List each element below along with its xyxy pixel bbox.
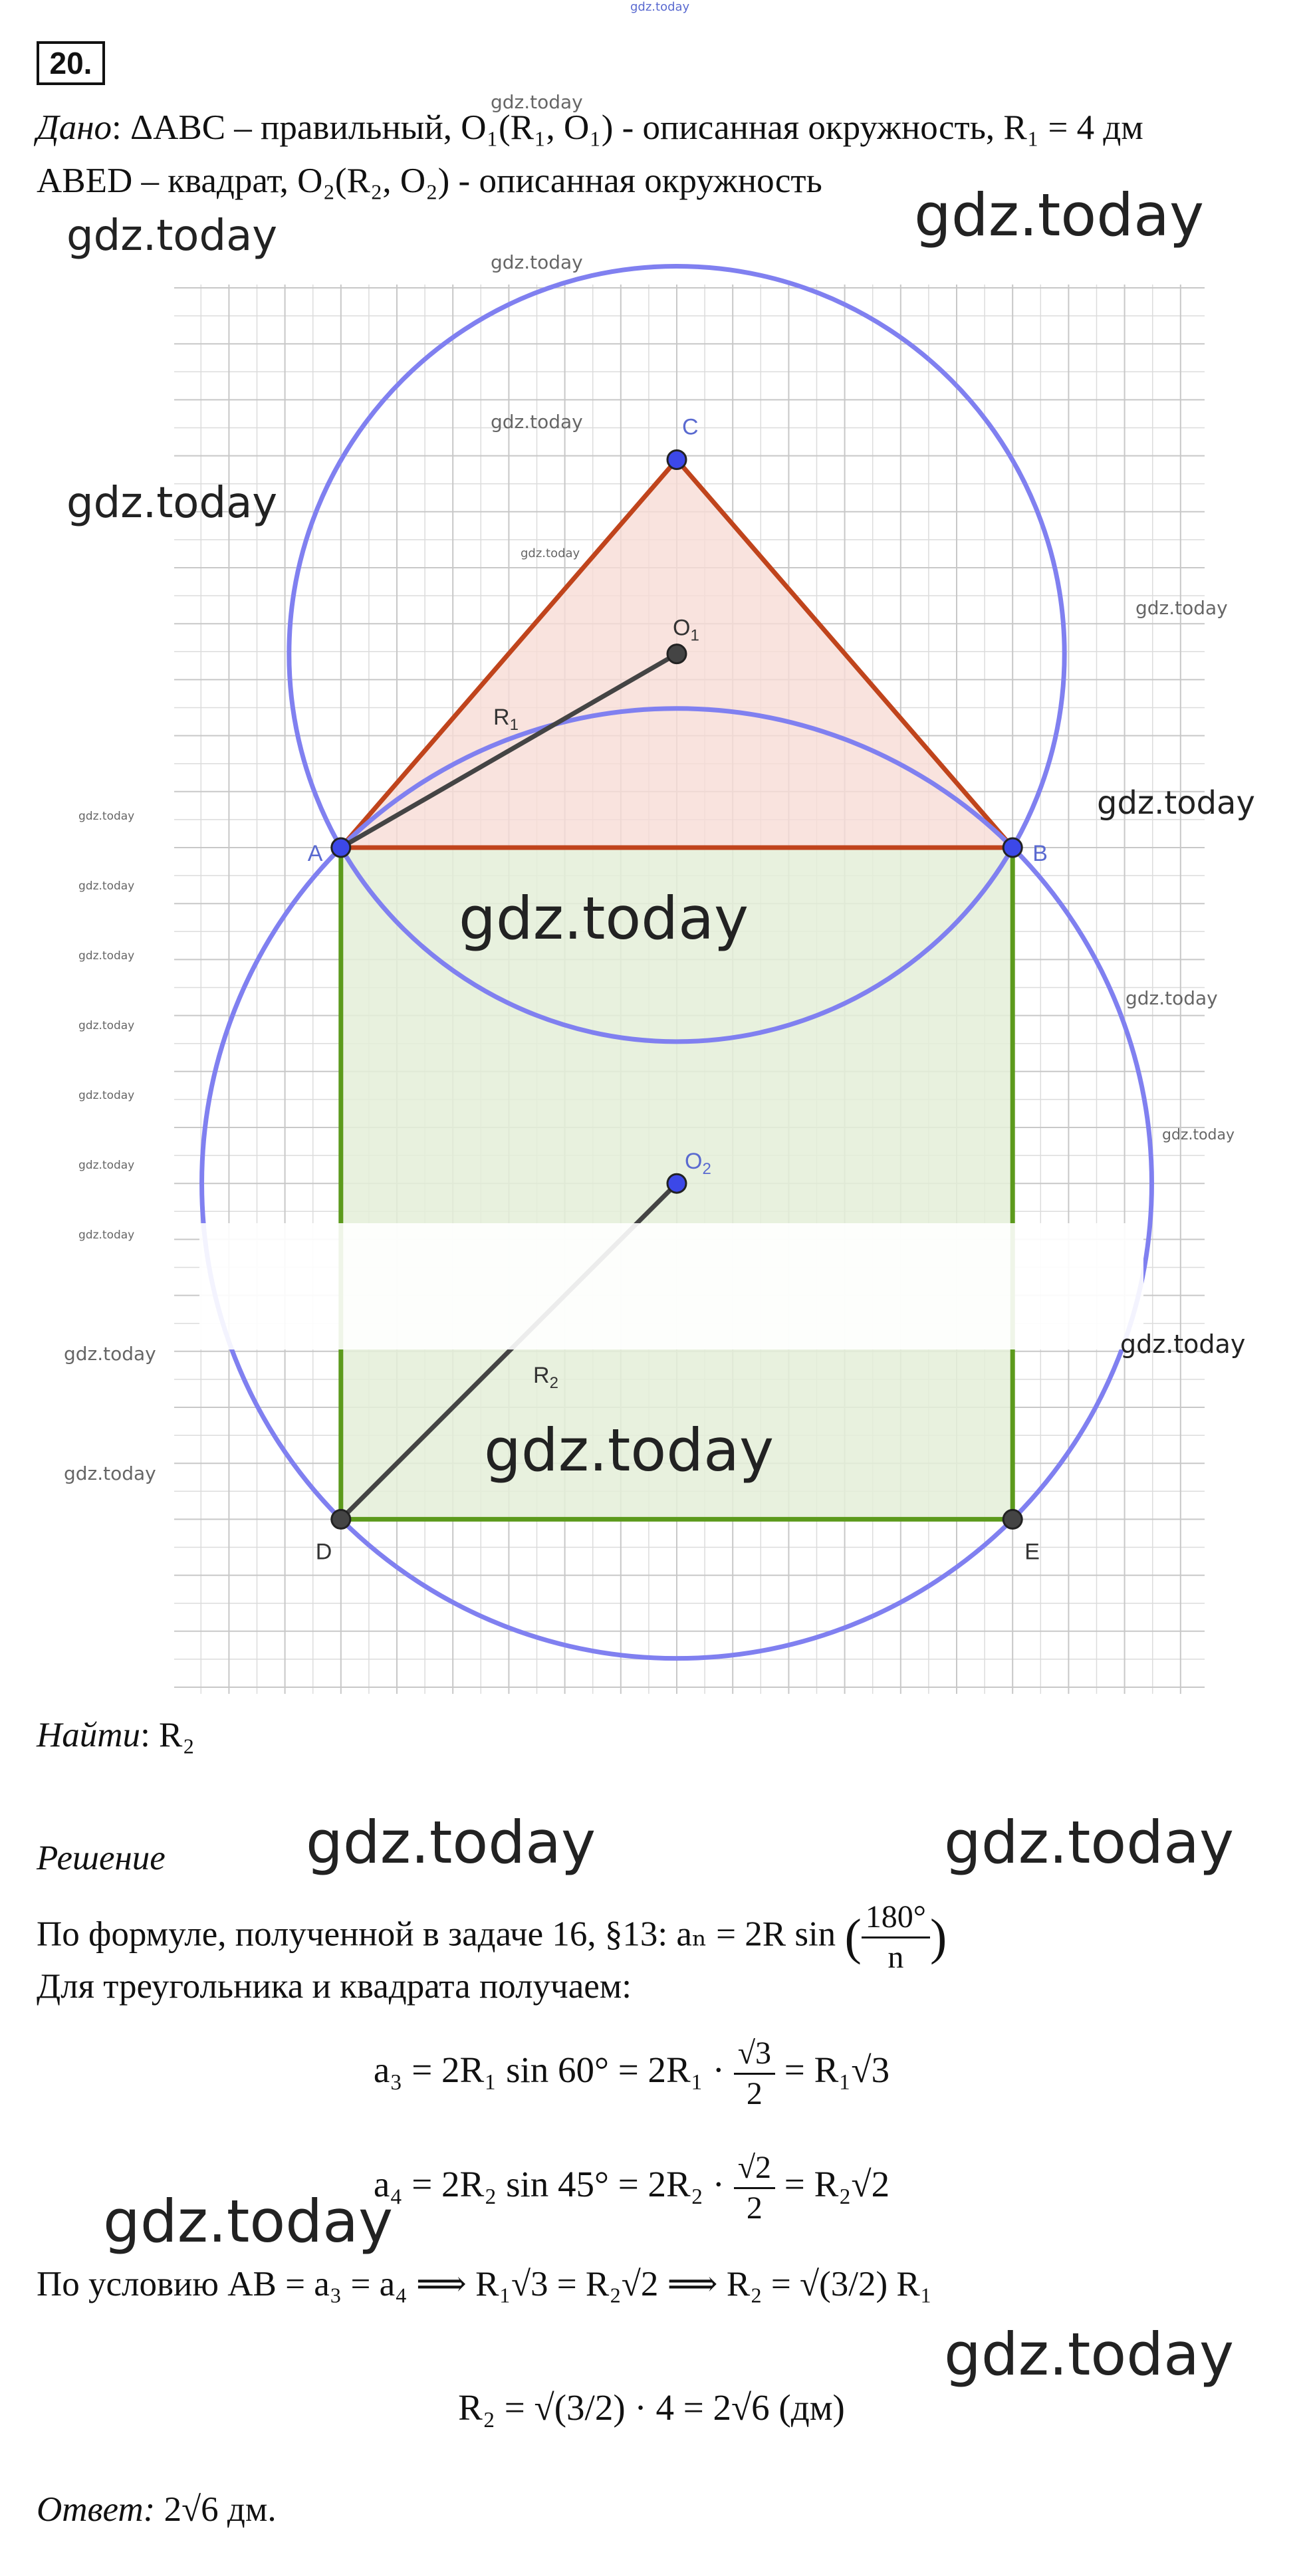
tri-square-intro: Для треугольника и квадрата получаем: bbox=[37, 1967, 632, 2006]
watermark: gdz.today bbox=[64, 1463, 156, 1484]
condition-line: По условию AB = a₃ = a₄ ⟹ R₁√3 = R₂√2 ⟹ R₂ = √(3/2) R₁ bbox=[37, 2265, 933, 2303]
watermark: gdz.today bbox=[66, 211, 278, 261]
watermark: gdz.today bbox=[64, 1343, 156, 1365]
given-line-1-text: : ΔABC – правильный, O₁(R₁, O₁) - описанная окружность, R₁ = 4 дм bbox=[112, 108, 1143, 147]
given-label: Дано bbox=[37, 108, 112, 147]
watermark: gdz.today bbox=[78, 1159, 135, 1172]
watermark: gdz.today bbox=[66, 479, 278, 528]
point-b bbox=[1003, 838, 1022, 857]
watermark: gdz.today bbox=[78, 1229, 135, 1242]
watermark: gdz.today bbox=[1120, 1330, 1246, 1359]
problem-number: 20. bbox=[37, 41, 105, 85]
radius-label-2: $R_2$ bbox=[533, 1363, 558, 1392]
point-label-c: C bbox=[682, 414, 699, 440]
point-o2 bbox=[667, 1174, 686, 1193]
watermark: gdz.today bbox=[78, 810, 135, 823]
watermark: gdz.today bbox=[491, 411, 583, 433]
top-watermark: gdz.today bbox=[630, 0, 690, 14]
watermark: gdz.today bbox=[491, 91, 583, 113]
watermark: gdz.today bbox=[78, 1019, 135, 1032]
point-label-e: E bbox=[1024, 1539, 1040, 1565]
watermark: gdz.today bbox=[306, 1808, 596, 1877]
watermark: gdz.today bbox=[459, 884, 749, 953]
point-d bbox=[332, 1510, 350, 1528]
watermark: gdz.today bbox=[1135, 597, 1228, 619]
equation-a3: a₃ = 2R₁ sin 60° = 2R₁ · $\frac{√3}{2}$ = R₁√3 bbox=[373, 2036, 890, 2111]
watermark: gdz.today bbox=[491, 251, 583, 273]
watermark: gdz.today bbox=[1125, 987, 1218, 1009]
radius-label-1: $R_1$ bbox=[493, 705, 519, 734]
formula-fraction: $\frac{180^\circ}{n}$ bbox=[862, 1898, 930, 1977]
equation-a4: a₄ = 2R₂ sin 45° = 2R₂ · $\frac{√2}{2}$ = R₂√2 bbox=[373, 2150, 890, 2226]
point-label-d: D bbox=[315, 1539, 332, 1565]
watermark: gdz.today bbox=[521, 546, 580, 560]
point-e bbox=[1003, 1510, 1022, 1528]
point-c bbox=[667, 450, 686, 469]
solution-label: Решение bbox=[37, 1839, 166, 1877]
result-line: R₂ = √(3/2) · 4 = 2√6 (дм) bbox=[458, 2387, 845, 2428]
answer-value: 2√6 дм. bbox=[164, 2490, 277, 2529]
watermark: gdz.today bbox=[914, 181, 1205, 249]
point-o1 bbox=[667, 645, 686, 663]
watermark: gdz.today bbox=[103, 2187, 394, 2256]
erased-band bbox=[199, 1223, 1143, 1349]
point-label-a: A bbox=[307, 841, 323, 866]
watermark: gdz.today bbox=[944, 1808, 1235, 1877]
formula-intro: По формуле, полученной в задаче 16, §13: aₙ = 2R sin bbox=[37, 1915, 836, 1954]
watermark: gdz.today bbox=[78, 949, 135, 963]
point-label-o2: $O_2$ bbox=[685, 1149, 711, 1179]
point-label-b: B bbox=[1032, 841, 1048, 866]
watermark: gdz.today bbox=[78, 1089, 135, 1102]
watermark: gdz.today bbox=[1162, 1127, 1235, 1143]
point-label-o1: $O_1$ bbox=[673, 615, 699, 645]
answer-label: Ответ: bbox=[37, 2490, 156, 2529]
given-line-2: ABED – квадрат, O₂(R₂, O₂) - описанная окружность bbox=[37, 162, 822, 200]
answer-line bbox=[37, 2490, 277, 2529]
watermark: gdz.today bbox=[944, 2320, 1235, 2389]
watermark: gdz.today bbox=[78, 879, 135, 893]
find-line bbox=[37, 1715, 195, 1755]
watermark: gdz.today bbox=[484, 1416, 774, 1484]
watermark: gdz.today bbox=[1097, 784, 1255, 822]
find-label: Найти bbox=[37, 1716, 141, 1754]
point-a bbox=[332, 838, 350, 857]
formula-line: По формуле, полученной в задаче 16, §13: aₙ = 2R sin ( $\frac{180^\circ}{n}$ ) bbox=[37, 1898, 947, 1977]
find-text: : R₂ bbox=[140, 1716, 195, 1754]
